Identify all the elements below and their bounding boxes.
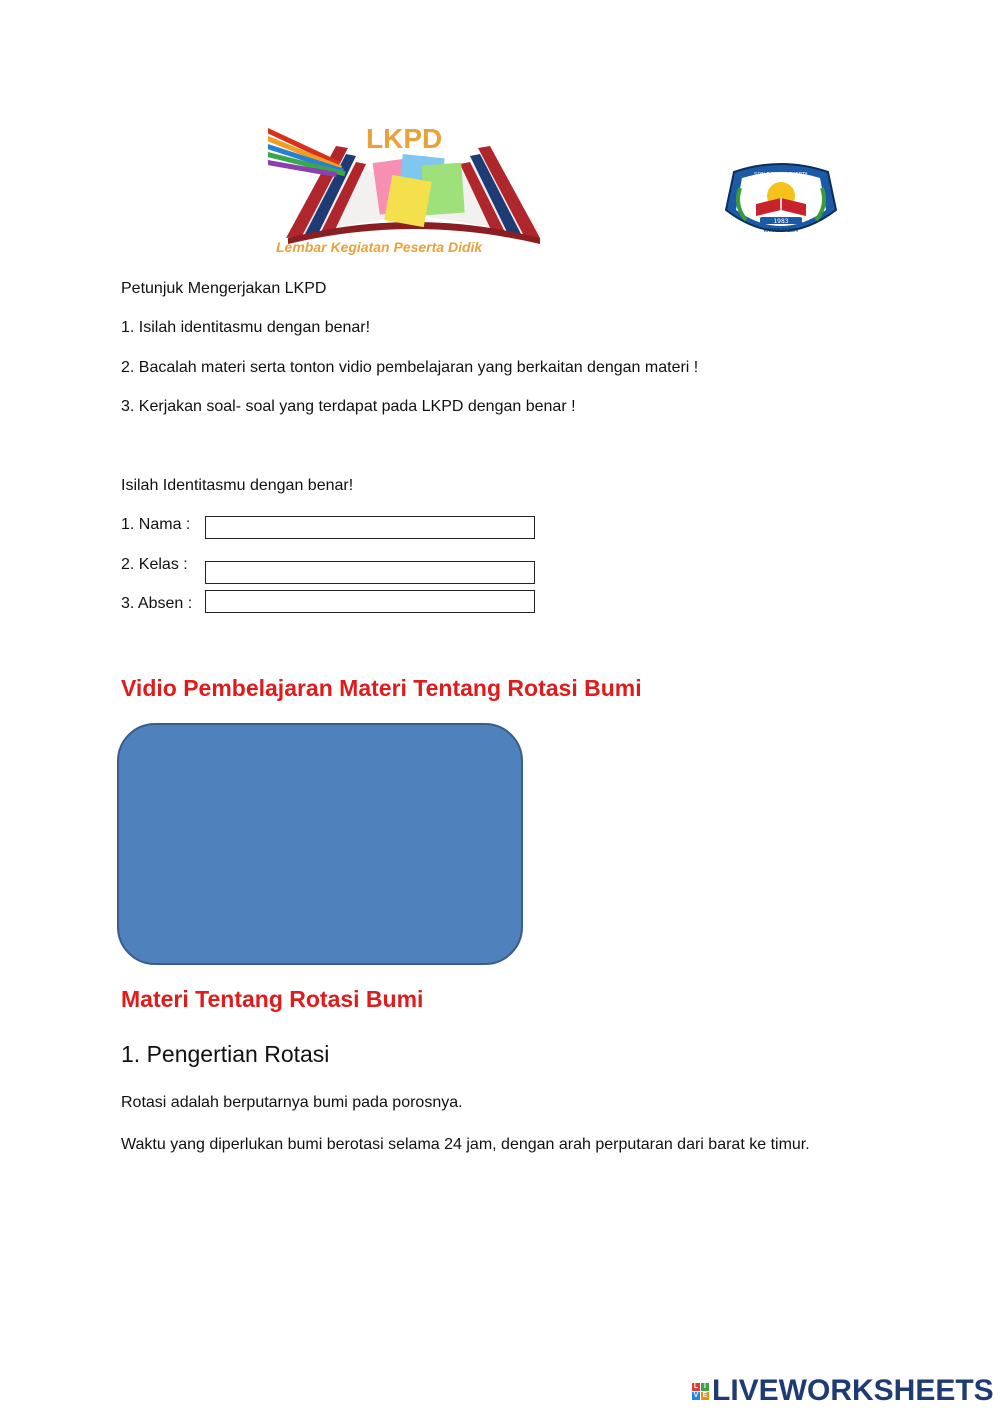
liveworksheets-logo[interactable] [692, 1374, 994, 1408]
liveworksheets-wordmark: LIVEWORKSHEETS [712, 1374, 994, 1407]
video-player[interactable] [117, 723, 523, 965]
school-emblem-art [724, 160, 838, 242]
instruction-item: 3. Kerjakan soal- soal yang terdapat pada LKPD dengan benar ! [121, 398, 576, 415]
instruction-item: 2. Bacalah materi serta tonton vidio pembelajaran yang berkaitan dengan materi ! [121, 359, 699, 376]
class-input[interactable] [205, 561, 535, 584]
materi-title: Materi Tentang Rotasi Bumi [121, 986, 424, 1012]
instructions-title: Petunjuk Mengerjakan LKPD [121, 280, 327, 297]
liveworksheets-mark-icon: L I V E [693, 1382, 708, 1399]
materi-paragraph: Waktu yang diperlukan bumi berotasi selama 24 jam, dengan arah perputaran dari barat ke timur. [121, 1136, 810, 1153]
lkpd-logo-title: LKPD [366, 123, 443, 154]
class-label: 2. Kelas : [121, 556, 188, 573]
school-emblem-ring-text: SDN 5 PADANGKERTA [754, 172, 808, 178]
materi-subheading: 1. Pengertian Rotasi [121, 1041, 330, 1067]
school-emblem [724, 160, 838, 242]
name-label: 1. Nama : [121, 516, 191, 533]
school-emblem-year: 1983 [773, 218, 789, 225]
school-emblem-bottom-text: KARANGASEM [763, 228, 799, 234]
lkpd-logo [268, 118, 558, 258]
instruction-item: 1. Isilah identitasmu dengan benar! [121, 319, 371, 336]
video-section-title: Vidio Pembelajaran Materi Tentang Rotasi Bumi [121, 675, 642, 701]
attendance-number-input[interactable] [205, 590, 535, 613]
name-input[interactable] [205, 516, 535, 539]
attendance-number-label: 3. Absen : [121, 595, 193, 612]
identity-title: Isilah Identitasmu dengan benar! [121, 477, 354, 494]
lkpd-logo-subtitle: Lembar Kegiatan Peserta Didik [276, 239, 483, 255]
materi-paragraph: Rotasi adalah berputarnya bumi pada porosnya. [121, 1094, 463, 1111]
lkpd-logo-art [268, 118, 558, 258]
